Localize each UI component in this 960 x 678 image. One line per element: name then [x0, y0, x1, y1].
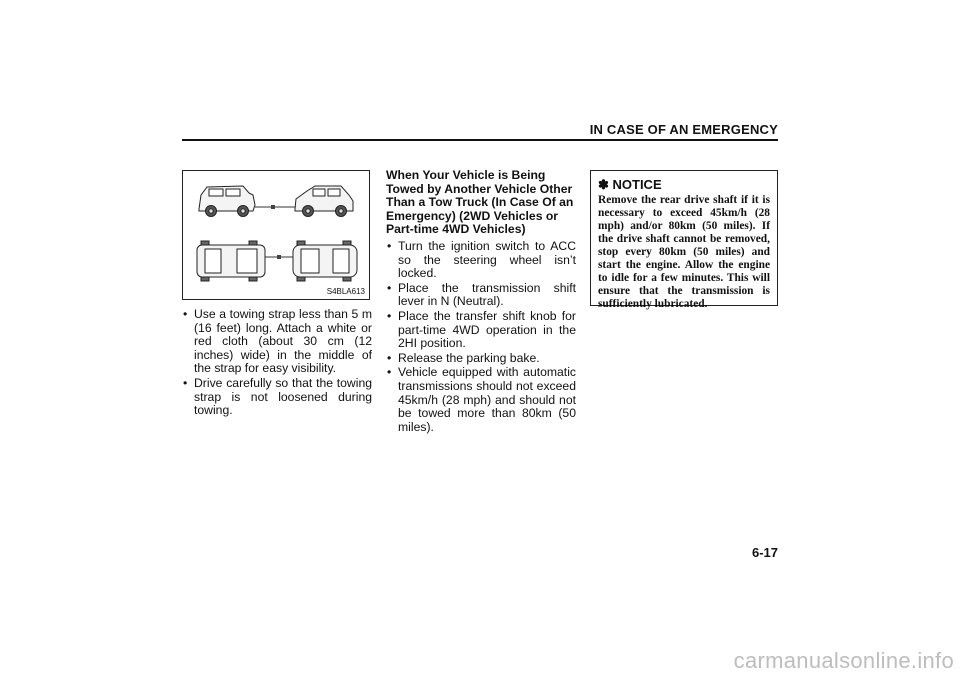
towing-illustration	[183, 171, 369, 299]
page-number: 6-17	[751, 545, 778, 560]
side-strap-cloth	[271, 205, 275, 209]
list-item: • Vehicle equipped with automatic transmissions should not exceed 45km/h (28 mph) and should not be towed more than 80km (50 miles).	[386, 366, 576, 434]
left-bullet-list	[182, 308, 372, 418]
list-item: • Drive carefully so that the towing strap is not loosened during towing.	[182, 377, 372, 418]
middle-column	[386, 169, 576, 435]
left-column	[182, 308, 372, 419]
middle-bullet-list	[386, 240, 576, 434]
figure-code: S4BLA613	[326, 287, 365, 296]
side-view-towed-vehicle	[295, 186, 353, 217]
notice-title: ✽ NOTICE	[598, 177, 662, 192]
top-strap-cloth	[277, 255, 281, 259]
watermark: carmanualsonline.info	[733, 648, 954, 673]
list-item: • Use a towing strap less than 5 m (16 feet) long. Attach a white or red cloth (about 30 cm (12 inches) wide) in the middle of the strap for easy visibility.	[182, 308, 372, 376]
towing-figure	[182, 170, 370, 300]
list-item: • Place the transfer shift knob for part-time 4WD operation in the 2HI position.	[386, 310, 576, 351]
side-view-lead-vehicle	[199, 186, 255, 217]
top-view-towed-vehicle	[293, 241, 357, 281]
notice-box	[590, 170, 778, 310]
top-view-lead-vehicle	[197, 241, 265, 281]
header-title: IN CASE OF AN EMERGENCY	[589, 122, 778, 137]
section-heading: When Your Vehicle is Being Towed by Another Vehicle Other Than a Tow Truck (In Case Of an Emergency) (2WD Vehicles or Part-time 4WD Vehicles)	[386, 168, 574, 237]
list-item: • Turn the ignition switch to ACC so the steering wheel isn’t locked.	[386, 240, 576, 281]
list-item: • Release the parking bake.	[386, 352, 576, 366]
header-rule	[182, 139, 778, 141]
list-item: • Place the transmission shift lever in N (Neutral).	[386, 282, 576, 309]
notice-body: Remove the rear drive shaft if it is necessary to exceed 45km/h (28 mph) and/or 80km (50 miles). If the drive shaft cannot be removed, stop every 80km (50 miles) and start the engine. Allow the engine to idle for a few minutes. This will ensure that the transmission is sufficiently lubricated.	[598, 194, 770, 310]
